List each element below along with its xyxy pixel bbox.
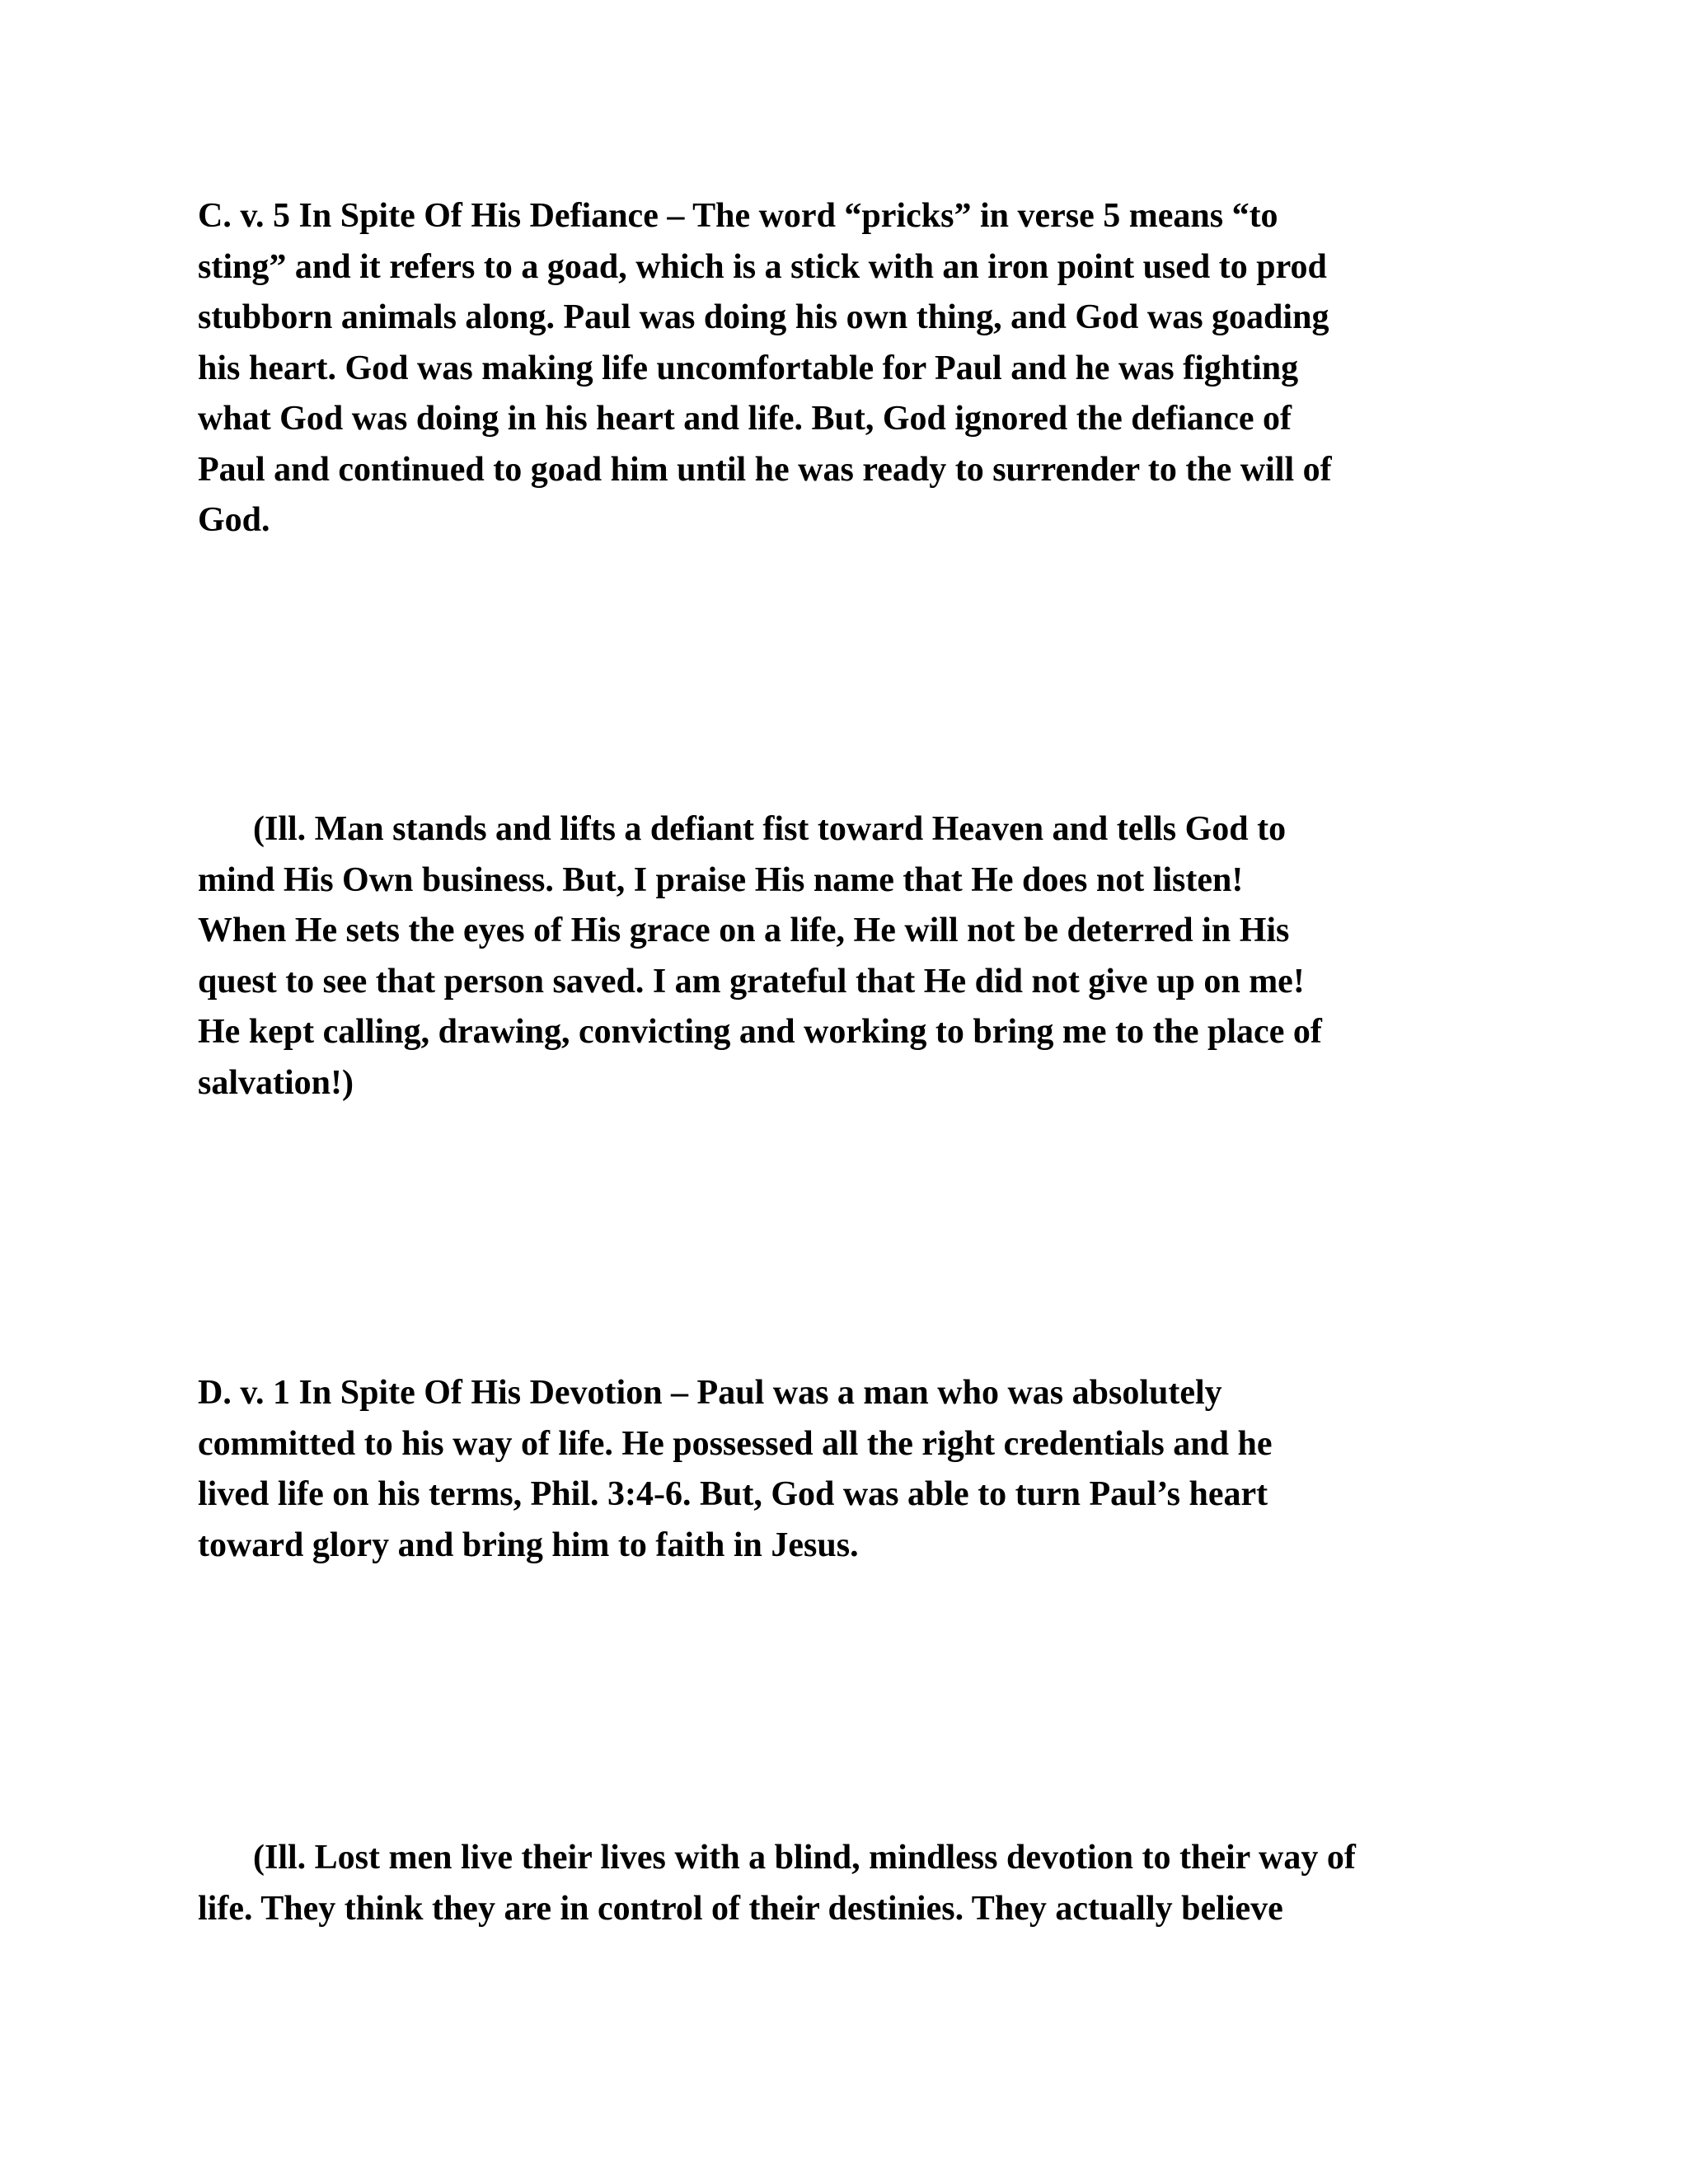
point-d-paragraph xyxy=(198,1368,1533,1571)
text-line: what God was doing in his heart and life. But, God ignored the defiance of xyxy=(198,400,1292,438)
text-line: life. They think they are in control of their destinies. They actually believe xyxy=(198,1889,1283,1928)
text-line: sting” and it refers to a goad, which is a stick with an iron point used to prod xyxy=(198,247,1327,286)
text-line: his heart. God was making life uncomfortable for Paul and he was fighting xyxy=(198,349,1299,387)
text-line: C. v. 5 In Spite Of His Defiance – The word “pricks” in verse 5 means “to xyxy=(198,197,1278,235)
text-line: salvation!) xyxy=(198,1063,354,1102)
text-line: toward glory and bring him to faith in Jesus. xyxy=(198,1526,859,1564)
text-line: (Ill. Man stands and lifts a defiant fist toward Heaven and tells God to xyxy=(253,810,1287,848)
point-c-paragraph xyxy=(198,191,1533,546)
text-line: Paul and continued to goad him until he was ready to surrender to the will of xyxy=(198,450,1332,489)
text-line: mind His Own business. But, I praise His name that He does not listen! xyxy=(198,860,1244,899)
text-line: quest to see that person saved. I am grateful that He did not give up on me! xyxy=(198,962,1305,1001)
text-line: When He sets the eyes of His grace on a life, He will not be deterred in His xyxy=(198,912,1290,949)
illustration-2-paragraph xyxy=(198,1833,1533,1934)
text-line: He kept calling, drawing, convicting and working to bring me to the place of xyxy=(198,1013,1322,1051)
text-line: committed to his way of life. He possessed all the right credentials and he xyxy=(198,1424,1273,1463)
illustration-1-paragraph xyxy=(198,804,1533,1108)
text-line: God. xyxy=(198,501,270,539)
text-line: lived life on his terms, Phil. 3:4-6. But, God was able to turn Paul’s heart xyxy=(198,1475,1268,1513)
text-line: stubborn animals along. Paul was doing his own thing, and God was goading xyxy=(198,298,1329,336)
text-line: D. v. 1 In Spite Of His Devotion – Paul was a man who was absolutely xyxy=(198,1374,1222,1412)
text-line: (Ill. Lost men live their lives with a blind, mindless devotion to their way of xyxy=(253,1839,1356,1877)
